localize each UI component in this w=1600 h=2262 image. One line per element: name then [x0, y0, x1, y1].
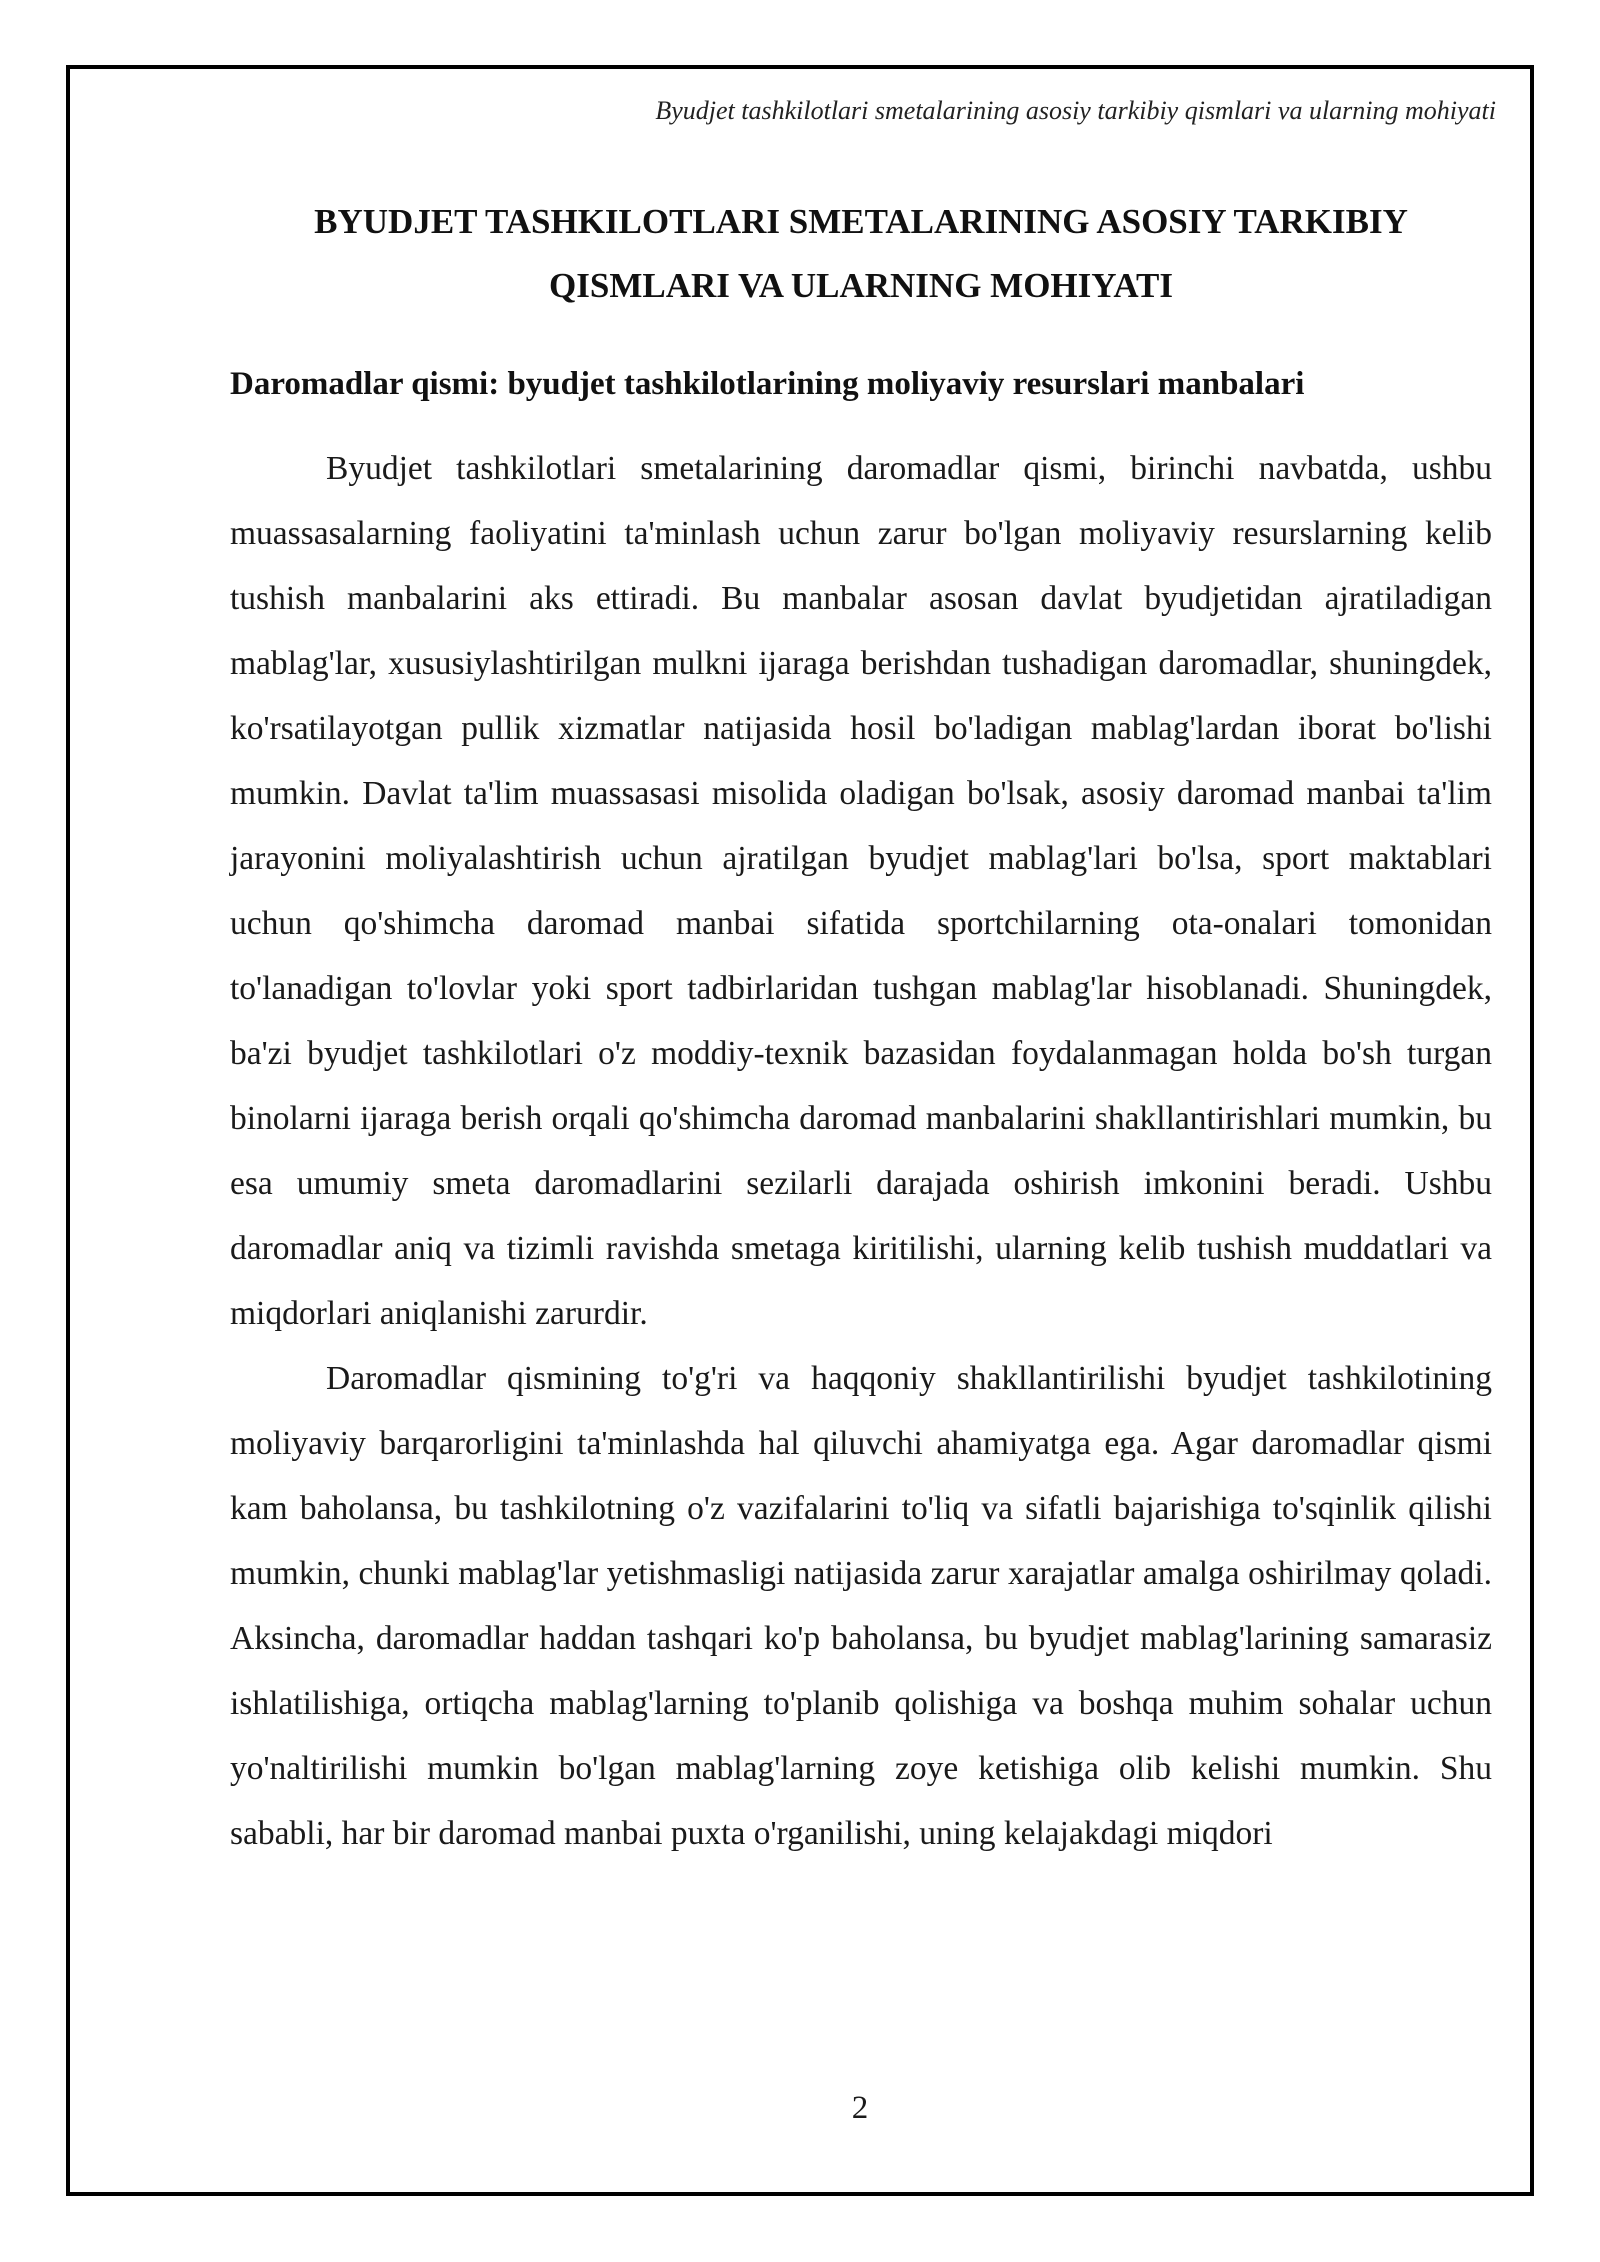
paragraph-2: Daromadlar qismining to'g'ri va haqqoniy shakllantirilishi byudjet tashkilotining moliyaviy barqarorligini ta'minlashda hal qiluvchi ahamiyatga ega. Agar daromadlar qismi kam baholansa, bu tashkilotning o'z vazifalarini to'liq va sifatli bajarishiga to'sqinlik qilishi mumkin, chunki mablag'lar yetishmasligi natijasida zarur xarajatlar amalga oshirilmay qoladi. Aksincha, daromadlar haddan tashqari ko'p baholansa, bu byudjet mablag'larining samarasiz ishlatilishiga, ortiqcha mablag'larning to'planib qolishiga va boshqa muhim sohalar uchun yo'naltirilishi mumkin bo'lgan mablag'larning zoye ketishiga olib kelishi mumkin. Shu sababli, har bir daromad manbai puxta o'rganilishi, uning kelajakdagi miqdori [230, 1360, 1492, 1852]
paragraph-1: Byudjet tashkilotlari smetalarining daromadlar qismi, birinchi navbatda, ushbu muassasalarning faoliyatini ta'minlash uchun zarur bo'lgan moliyaviy resurslarning kelib tushish manbalarini aks ettiradi. Bu manbalar asosan davlat byudjetidan ajratiladigan mablag'lar, xususiylashtirilgan mulkni ijaraga berishdan tushadigan daromadlar, shuningdek, ko'rsatilayotgan pullik xizmatlar natijasida hosil bo'ladigan mablag'lardan iborat bo'lishi mumkin. Davlat ta'lim muassasasi misolida oladigan bo'lsak, asosiy daromad manbai ta'lim jarayonini moliyalashtirish uchun ajratilgan byudjet mablag'lari bo'lsa, sport maktablari uchun qo'shimcha daromad manbai sifatida sportchilarning ota-onalari tomonidan to'lanadigan to'lovlar yoki sport tadbirlaridan tushgan mablag'lar hisoblanadi. Shuningdek, ba'zi byudjet tashkilotlari o'z moddiy-texnik bazasidan foydalanmagan holda bo'sh turgan binolarni ijaraga berish orqali qo'shimcha daromad manbalarini shakllantirishlari mumkin, bu esa umumiy smeta daromadlarini sezilarli darajada oshirish imkonini beradi. Ushbu daromadlar aniq va tizimli ravishda smetaga kiritilishi, ularning kelib tushish muddatlari va miqdorlari aniqlanishi zarurdir. [230, 450, 1492, 1332]
document-title-line-2: QISMLARI VA ULARNING MOHIYATI [549, 266, 1173, 305]
section-heading: Daromadlar qismi: byudjet tashkilotlarining moliyaviy resurslari manbalari [230, 366, 1305, 402]
body-text [230, 436, 1492, 1866]
document-title-line-1: BYUDJET TASHKILOTLARI SMETALARINING ASOSIY TARKIBIY [314, 202, 1408, 241]
running-header: Byudjet tashkilotlari smetalarining asosiy tarkibiy qismlari va ularning mohiyati [655, 96, 1496, 125]
page-number: 2 [851, 2090, 869, 2126]
document-title [230, 190, 1492, 318]
